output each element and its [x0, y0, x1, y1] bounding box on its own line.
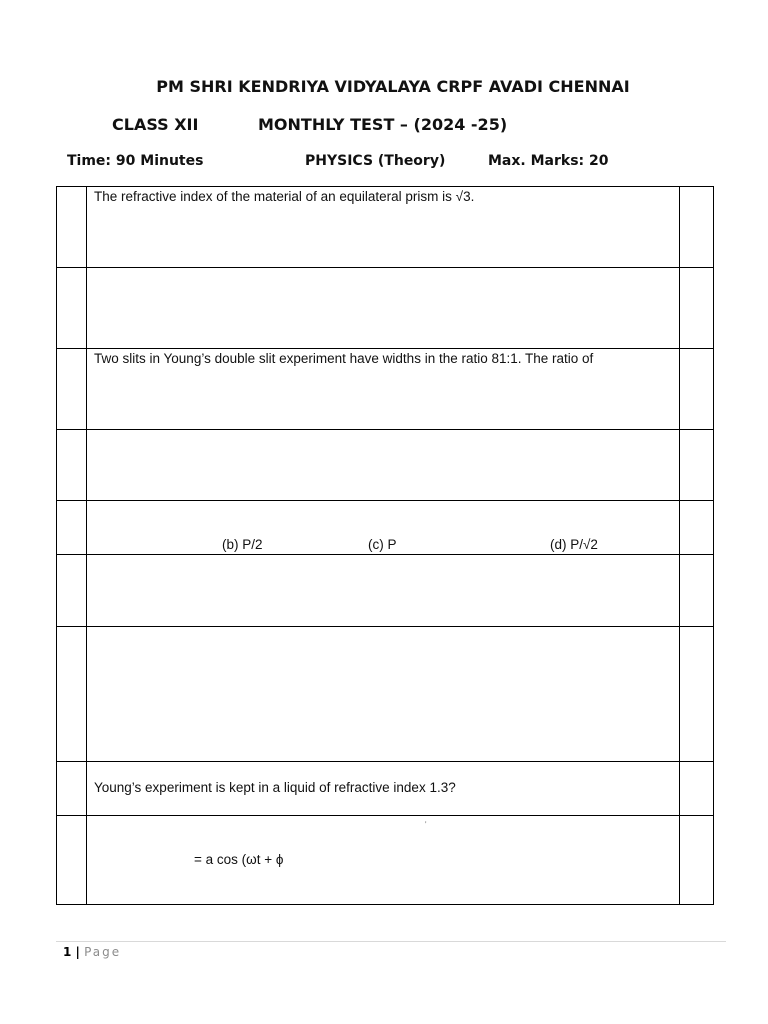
table-row: [57, 762, 714, 816]
marks-cell: [680, 627, 714, 762]
question-table: [56, 186, 714, 905]
question-number-cell: [57, 627, 87, 762]
question-cell: [87, 268, 680, 349]
table-row: [57, 187, 714, 268]
table-row: [57, 555, 714, 627]
marks-cell: [680, 816, 714, 905]
stray-mark: ʼ: [425, 822, 427, 829]
question-number-cell: [57, 349, 87, 430]
option-c: (c) P: [368, 537, 397, 552]
table-row: [57, 627, 714, 762]
marks-cell: [680, 349, 714, 430]
question-cell: [87, 187, 680, 268]
option-b: (b) P/2: [222, 537, 263, 552]
time-info: Time: 90 Minutes: [67, 153, 204, 169]
question-cell: [87, 762, 680, 816]
question-cell: [87, 501, 680, 555]
page-footer: [63, 945, 121, 959]
question-cell: [87, 816, 680, 905]
option-d: (d) P/√2: [550, 537, 598, 552]
marks-cell: [680, 430, 714, 501]
school-name: PM SHRI KENDRIYA VIDYALAYA CRPF AVADI CHENNAI: [156, 77, 630, 96]
marks-cell: [680, 501, 714, 555]
question-text: The refractive index of the material of an equilateral prism is √3.: [94, 189, 475, 204]
marks-cell: [680, 187, 714, 268]
marks-cell: [680, 555, 714, 627]
footer-divider: [56, 941, 726, 942]
question-cell: [87, 627, 680, 762]
marks-cell: [680, 762, 714, 816]
question-cell: [87, 430, 680, 501]
question-number-cell: [57, 187, 87, 268]
question-number-cell: [57, 430, 87, 501]
table-row: [57, 430, 714, 501]
question-number-cell: [57, 268, 87, 349]
table-row: [57, 268, 714, 349]
question-number-cell: [57, 555, 87, 627]
marks-cell: [680, 268, 714, 349]
question-text: Two slits in Young’s double slit experiment have widths in the ratio 81:1. The ratio of: [94, 351, 594, 366]
question-cell: [87, 349, 680, 430]
page-label: Page: [84, 945, 122, 959]
equation-text: = a cos (ωt + ϕ: [194, 852, 284, 867]
max-marks-info: Max. Marks: 20: [488, 153, 609, 169]
question-number-cell: [57, 762, 87, 816]
question-number-cell: [57, 816, 87, 905]
page-separator: |: [71, 945, 85, 959]
subject-info: PHYSICS (Theory): [305, 153, 446, 169]
page-number: 1: [63, 945, 72, 959]
class-label: CLASS XII: [112, 115, 199, 134]
table-row: [57, 349, 714, 430]
question-number-cell: [57, 501, 87, 555]
question-text: Young’s experiment is kept in a liquid of refractive index 1.3?: [94, 780, 456, 795]
table-row: [57, 501, 714, 555]
question-cell: [87, 555, 680, 627]
table-row: [57, 816, 714, 905]
test-title: MONTHLY TEST – (2024 -25): [258, 115, 508, 134]
